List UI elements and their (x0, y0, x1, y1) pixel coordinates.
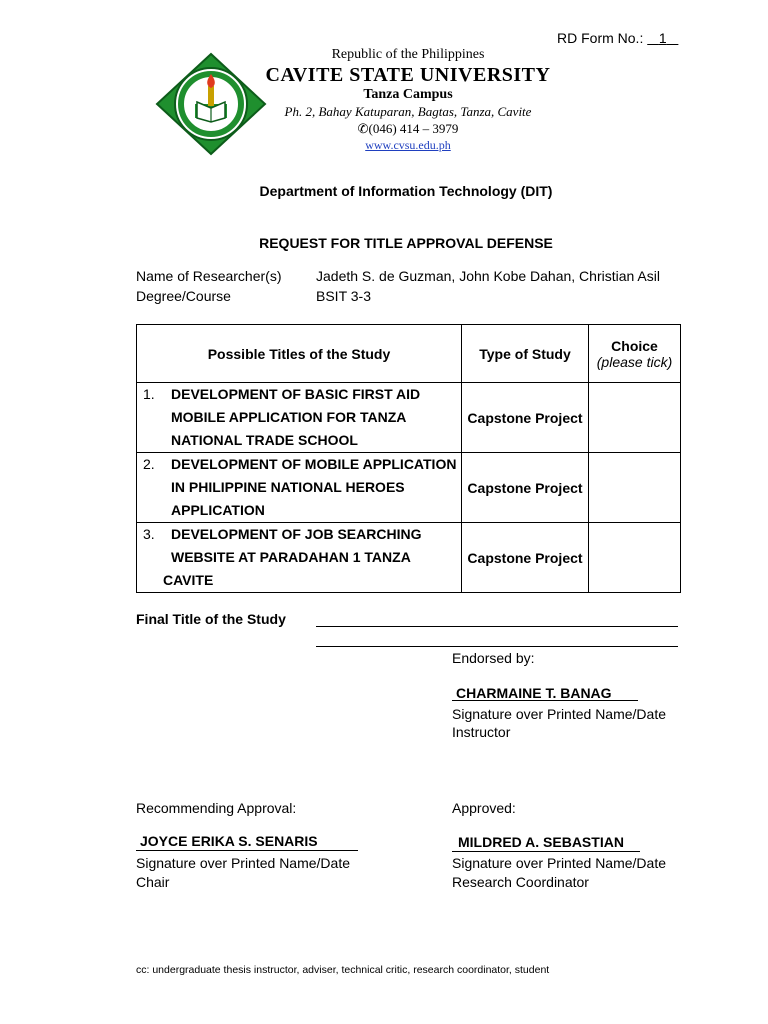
type-cell: Capstone Project (462, 383, 589, 453)
cc-footer: cc: undergraduate thesis instructor, adviser, technical critic, research coordinator, student (136, 964, 550, 976)
titles-table (136, 324, 681, 593)
title-line: DEVELOPMENT OF BASIC FIRST AID (171, 386, 421, 402)
title-line: WEBSITE AT PARADAHAN 1 TANZA (171, 549, 411, 565)
form-number (557, 30, 678, 46)
choice-cell[interactable] (589, 523, 681, 593)
recommender-caption: Signature over Printed Name/Date (136, 855, 350, 871)
campus-phone (250, 121, 566, 137)
form-number-value: 1 (658, 30, 667, 46)
researchers-label: Name of Researcher(s) (136, 268, 282, 284)
phone-number: (046) 414 – 3979 (368, 121, 459, 136)
table-row (137, 383, 681, 453)
website-link[interactable]: www.cvsu.edu.ph (365, 138, 451, 152)
col-title-header: Possible Titles of the Study (137, 325, 462, 383)
type-cell: Capstone Project (462, 453, 589, 523)
campus-name: Tanza Campus (363, 87, 453, 102)
degree-value: BSIT 3-3 (316, 288, 371, 304)
department-title: Department of Information Technology (DIT) (259, 183, 553, 199)
endorser-signature-line[interactable] (452, 700, 638, 701)
title-line: DEVELOPMENT OF MOBILE APPLICATION (171, 456, 457, 472)
form-title: REQUEST FOR TITLE APPROVAL DEFENSE (259, 235, 553, 251)
endorser-name: CHARMAINE T. BANAG (456, 685, 612, 701)
university-name: CAVITE STATE UNIVERSITY (265, 64, 551, 86)
title-line: NATIONAL TRADE SCHOOL (171, 432, 358, 448)
approver-signature-line[interactable] (452, 851, 640, 852)
row-number: 3. (143, 526, 155, 542)
title-cell (137, 453, 462, 523)
endorser-caption: Signature over Printed Name/Date (452, 706, 666, 722)
title-line: APPLICATION (171, 502, 265, 518)
title-line: DEVELOPMENT OF JOB SEARCHING (171, 526, 422, 542)
recommender-role: Chair (136, 874, 170, 890)
recommending-label: Recommending Approval: (136, 800, 297, 816)
table-row (137, 453, 681, 523)
choice-label: Choice (611, 337, 658, 354)
campus-address: Ph. 2, Bahay Katuparan, Bagtas, Tanza, Cavite (284, 104, 532, 119)
col-choice-header (589, 325, 681, 383)
endorser-role: Instructor (452, 724, 511, 740)
title-line: MOBILE APPLICATION FOR TANZA (171, 409, 407, 425)
approver-name: MILDRED A. SEBASTIAN (458, 834, 624, 850)
final-title-line-2[interactable] (316, 646, 678, 647)
title-line: IN PHILIPPINE NATIONAL HEROES (171, 479, 405, 495)
title-cell (137, 383, 462, 453)
col-type-header: Type of Study (462, 325, 589, 383)
choice-cell[interactable] (589, 383, 681, 453)
approver-role: Research Coordinator (452, 874, 589, 890)
researchers-value: Jadeth S. de Guzman, John Kobe Dahan, Christian Asil (316, 268, 660, 284)
degree-label: Degree/Course (136, 288, 231, 304)
approved-label: Approved: (452, 800, 516, 816)
type-cell: Capstone Project (462, 523, 589, 593)
choice-cell[interactable] (589, 453, 681, 523)
title-cell (137, 523, 462, 593)
form-number-label: RD Form No.: (557, 30, 644, 46)
endorsed-label: Endorsed by: (452, 650, 535, 666)
republic-heading: Republic of the Philippines (331, 47, 485, 62)
phone-icon: ✆ (357, 121, 369, 136)
row-number: 1. (143, 386, 155, 402)
final-title-line-1[interactable] (316, 626, 678, 627)
final-title-label: Final Title of the Study (136, 611, 286, 627)
row-number: 2. (143, 456, 155, 472)
table-header-row (137, 325, 681, 383)
recommender-name: JOYCE ERIKA S. SENARIS (140, 833, 318, 849)
approver-caption: Signature over Printed Name/Date (452, 855, 666, 871)
title-line: CAVITE (163, 572, 214, 588)
choice-note: (please tick) (596, 353, 673, 370)
recommender-signature-line[interactable] (136, 850, 358, 851)
table-row (137, 523, 681, 593)
